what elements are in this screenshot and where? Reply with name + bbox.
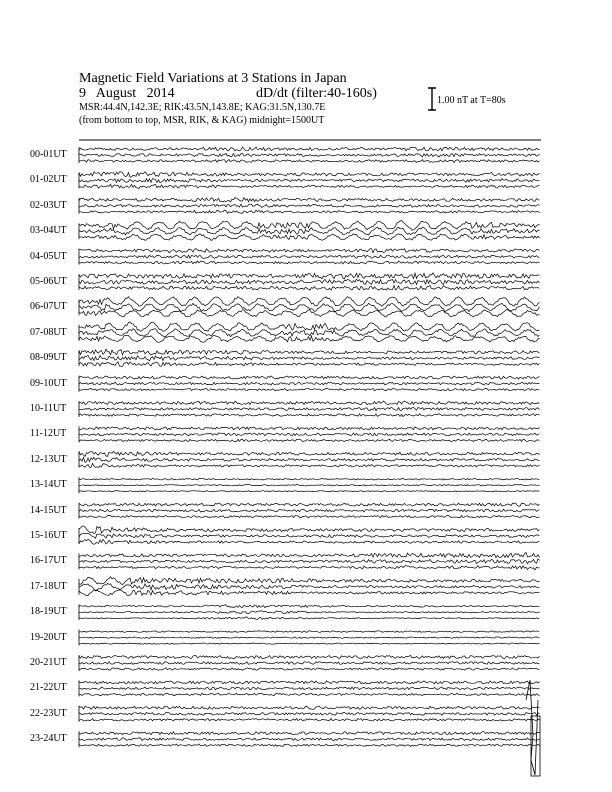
trace-line [79,234,540,241]
row-label: 03-04UT [30,225,67,237]
trace-line [79,643,540,644]
trace-line [79,566,540,570]
trace-line [79,198,540,203]
trace-line [79,637,540,638]
row-label: 04-05UT [30,250,67,262]
trace-line [79,687,540,690]
trace-line [79,382,540,385]
trace-line [79,539,540,544]
trace-line [79,681,540,684]
trace-line [79,451,540,456]
trace-line [79,712,540,715]
trace-line [79,362,540,367]
trace-line [79,204,540,207]
trace-line [79,335,540,342]
trace-line [79,656,540,659]
trace-line [79,553,540,558]
row-label: 01-02UT [30,174,67,186]
trace-order-note: (from bottom to top, MSR, RIK, & KAG) midnight=1500UT [79,115,325,126]
trace-line [79,184,540,188]
row-label: 14-15UT [30,504,67,516]
chart-date: 9 August 2014 [79,86,175,101]
row-label: 21-22UT [30,682,67,694]
trace-line [79,427,540,430]
trace-line [79,457,540,462]
trace-line [79,559,540,564]
trace-line [79,147,540,151]
trace-line [79,485,540,486]
row-label: 15-16UT [30,530,67,541]
trace-line [79,744,540,747]
station-list: MSR:44.4N,142.3E; RIK:43.5N,143.8E; KAG:31.5N,130.7E [79,102,326,113]
trace-line [79,515,540,517]
trace-line [79,605,540,608]
trace-line [79,227,540,235]
row-label: 11-12UT [30,428,67,440]
trace-line [79,719,540,722]
trace-line [79,310,540,317]
trace-line [79,509,540,512]
row-label: 16-17UT [30,555,67,567]
row-label: 23-24UT [30,733,67,745]
trace-line [79,407,540,410]
trace-line [79,322,540,331]
trace-line [79,273,540,279]
trace-line [79,153,540,157]
row-label: 10-11UT [30,403,67,414]
trace-line [79,732,540,735]
trace-line [79,491,540,492]
trace-line [79,583,540,590]
row-label: 13-14UT [30,479,67,491]
row-label: 18-19UT [30,606,67,618]
trace-line [79,172,540,178]
trace-line [79,611,540,614]
trace-line [79,210,540,213]
trace-line [79,693,540,695]
trace-line [79,590,540,596]
trace-line [79,160,540,163]
trace-line [79,526,540,534]
row-label: 07-08UT [30,326,67,338]
row-label: 02-03UT [30,199,67,211]
trace-line [79,706,540,709]
row-label: 08-09UT [30,352,67,364]
trace-line [79,662,540,665]
trace-line [79,261,540,264]
row-label: 06-07UT [30,301,67,313]
row-label: 05-06UT [30,276,67,287]
row-label: 00-01UT [30,149,67,160]
trace-line [79,249,540,253]
row-label: 09-10UT [30,377,67,389]
row-label: 22-23UT [30,707,67,719]
scale-label: 1.00 nT at T=80s [437,95,506,106]
trace-line [79,255,540,259]
trace-line [79,179,540,183]
row-label: 19-20UT [30,631,67,643]
trace-line [79,388,540,390]
trace-line [79,478,540,480]
row-label: 20-21UT [30,657,67,668]
trace-line [79,738,540,741]
trace-line [79,401,540,405]
trace-line [79,577,540,585]
trace-line [79,503,540,506]
trace-line [79,220,540,230]
trace-line [79,356,540,361]
trace-line [79,617,540,619]
trace-line [79,668,540,671]
trace-line [79,464,540,468]
trace-line [79,433,540,436]
scale-bar [428,88,436,110]
trace-line [79,439,540,441]
row-label: 17-18UT [30,580,67,592]
row-label: 12-13UT [30,453,67,465]
trace-line [79,631,540,633]
trace-line [79,279,540,284]
trace-line [79,376,540,379]
trace-line [79,349,540,355]
trace-line [79,286,540,291]
chart-title: Magnetic Field Variations at 3 Stations in Japan [79,71,347,86]
trace-line [79,533,540,538]
chart-measure: dD/dt (filter:40-160s) [256,86,377,101]
trace-line [79,414,540,417]
